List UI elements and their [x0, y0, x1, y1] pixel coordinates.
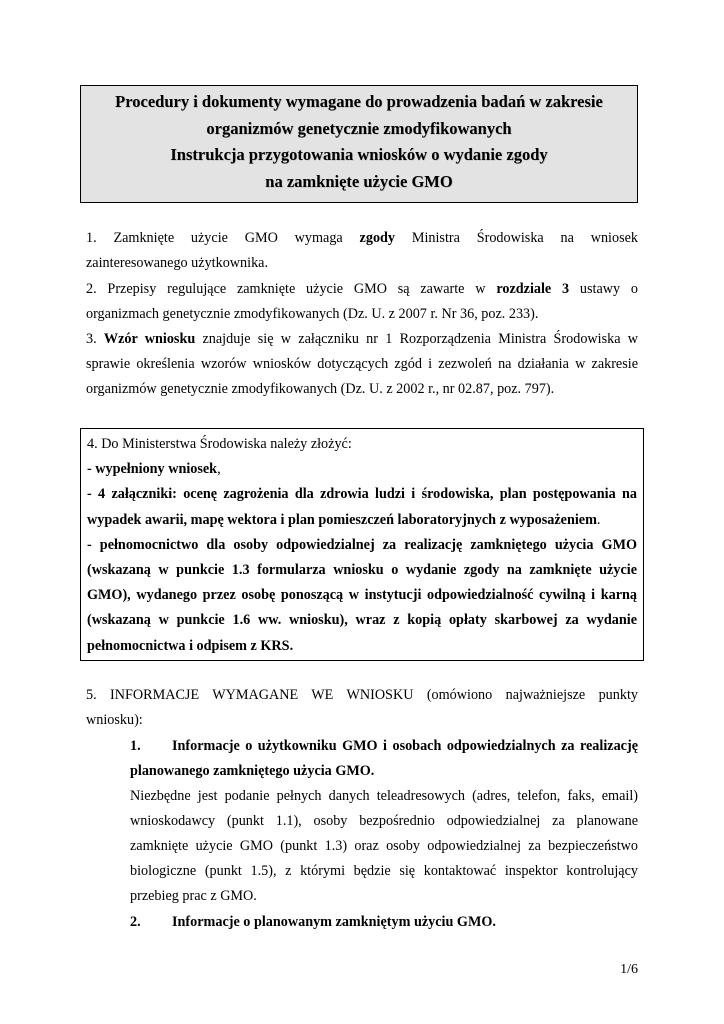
title-line-2: organizmów genetycznie zmodyfikowanych	[206, 118, 512, 138]
section-1: Informacje o użytkowniku GMO i osobach odpowiedzialnych za realizację planowanego zamkniętego użycia GMO. Niezbędne jest podanie pełnych danych teleadresowych (adres, telefon, faks, email) wnioskodawcy (punkt 1.1), osoby bezpośrednio odpowiedzialnej za planowane zamknięte użycie GMO (punkt 1.3) oraz osoby odpowiedzialnej za bezpieczeństwo biologiczne (punkt 1.5), z którymi będzie się kontaktować inspektor kontrolujący przebieg prac z GMO.	[130, 738, 638, 904]
section-2-heading: Informacje o planowanym zamkniętym użyciu GMO.	[172, 914, 496, 930]
bold-zgody: zgody	[359, 230, 396, 246]
box-item-3-line-4: (wskazaną w punkcie 1.6 ww. wniosku), wraz z kopią opłaty skarbowej za wydanie	[87, 612, 637, 629]
requirements-box	[80, 428, 644, 661]
box-item-3-line-1: - pełnomocnictwo dla osoby odpowiedzialnej za realizację zamkniętego użycia GMO	[87, 536, 637, 553]
paragraph-1: 1. Zamknięte użycie GMO wymaga zgody Ministra Środowiska na wniosek zainteresowanego użytkownika.	[86, 230, 639, 271]
paragraph-3: 3. Wzór wniosku znajduje się w załączniku nr 1 Rozporządzenia Ministra Środowiska w sprawie określenia wzorów wniosków dotyczących zgód i zezwoleń na działania w zakresie organizmów genetycznie zmodyfikowanych (Dz. U. z 2002 r., nr 02.87, poz. 797).	[86, 331, 639, 397]
section-2-number: 2.	[130, 914, 141, 930]
bold-rozdzial: rozdziale 3	[496, 281, 570, 297]
title-line-1: Procedury i dokumenty wymagane do prowadzenia badań w zakresie	[115, 92, 603, 111]
paragraph-2: 2. Przepisy regulujące zamknięte użycie GMO są zawarte w rozdziale 3 ustawy o organizmach genetycznie zmodyfikowanych (Dz. U. z 2007 r. Nr 36, poz. 233).	[86, 281, 638, 322]
bold-wzor-wniosku: Wzór wniosku	[103, 331, 196, 347]
box-intro: 4. Do Ministerstwa Środowiska należy złożyć:	[87, 436, 352, 452]
box-item-3-line-3: GMO), wydanego przez osobę ponoszącą w instytucji odpowiedzialność cywilną i karną	[87, 587, 637, 604]
title-line-4: na zamknięte użycie GMO	[265, 171, 453, 191]
paragraph-5: 5. INFORMACJE WYMAGANE WE WNIOSKU (omówiono najważniejsze punkty wniosku):	[86, 687, 638, 728]
section-1-number: 1.	[130, 738, 141, 754]
title-line-3: Instrukcja przygotowania wniosków o wydanie zgody	[170, 145, 548, 164]
box-item-3-line-2: (wskazaną w punkcie 1.3 formularza wniosku o wydanie zgody na zamknięte użycie	[87, 562, 637, 579]
box-item-3-line-5: pełnomocnictwa i odpisem z KRS.	[87, 637, 294, 654]
document-title-box	[80, 85, 638, 203]
section-1-heading-line-2: planowanego zamkniętego użycia GMO.	[130, 763, 375, 779]
box-item-2-line-1: - 4 załączniki: ocenę zagrożenia dla zdrowia ludzi i środowiska, plan postępowania na	[87, 486, 637, 503]
section-1-heading-line-1: Informacje o użytkowniku GMO i osobach odpowiedzialnych za realizację	[172, 738, 638, 754]
box-item-2-line-2: wypadek awarii, mapę wektora i plan pomieszczeń laboratoryjnych z wyposażeniem.	[87, 511, 601, 528]
box-item-1: - wypełniony wniosek,	[87, 461, 221, 478]
page-number: 1/6	[620, 962, 638, 977]
